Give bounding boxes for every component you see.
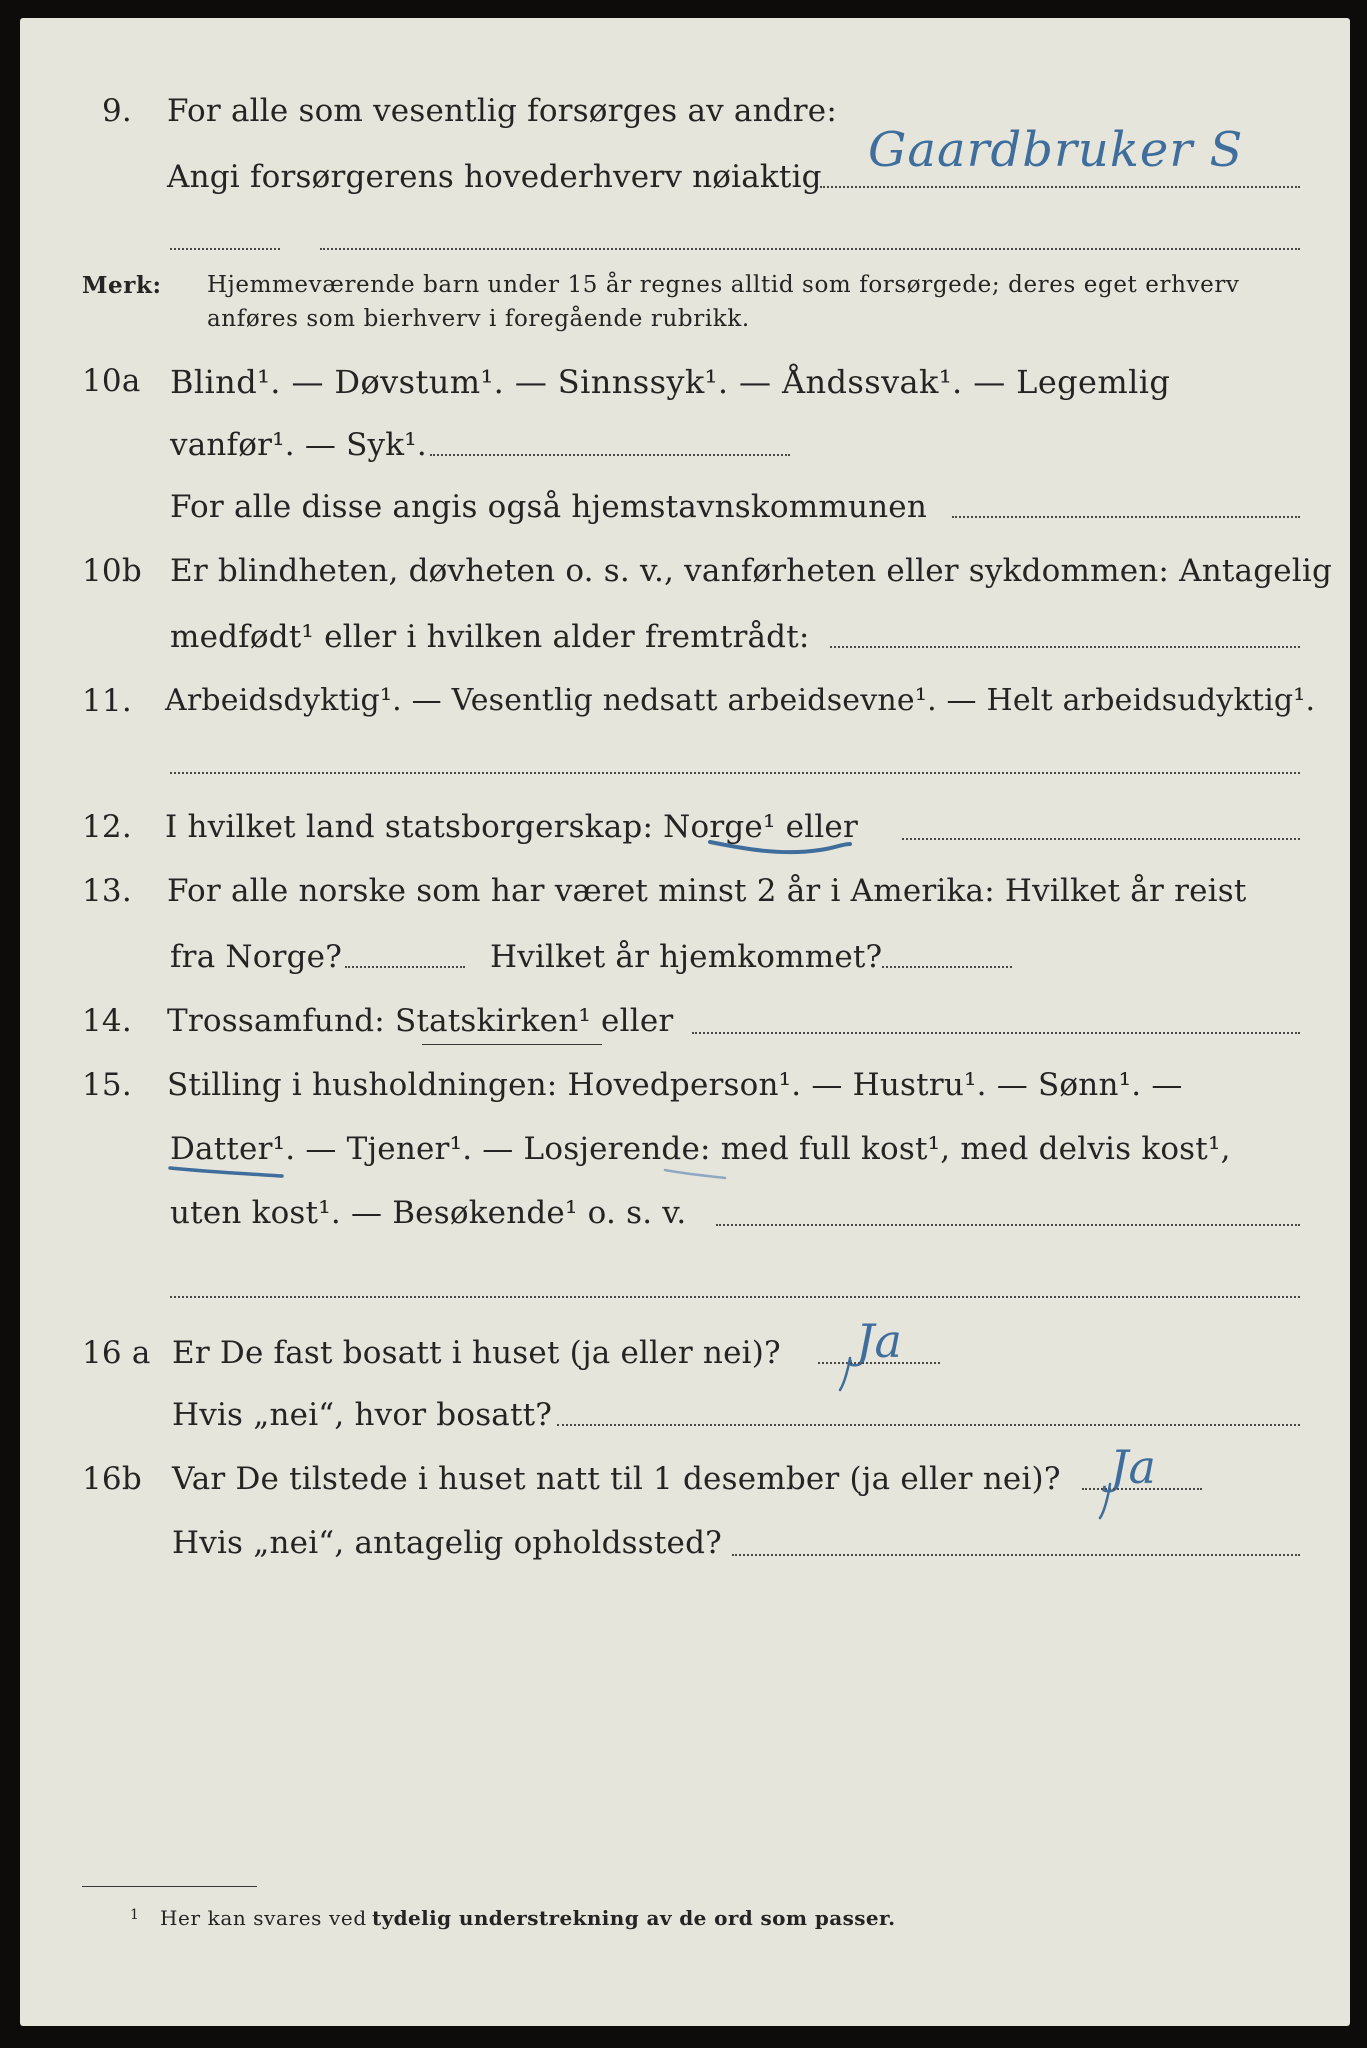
q14-number: 14.	[82, 1003, 132, 1039]
q13-line1: For alle norske som har været minst 2 år i Amerika: Hvilket år reist	[167, 873, 1247, 909]
q16a-number: 16 a	[82, 1335, 151, 1371]
q11-dotted-line	[170, 772, 1300, 774]
q9-answer-dotted-line	[820, 186, 1300, 188]
q13-line2a: fra Norge?	[170, 939, 343, 975]
q9-line2: Angi forsørgerens hovederhverv nøiaktig	[167, 159, 822, 195]
q15-number: 15.	[82, 1067, 132, 1103]
q16b-opholdssted-dotted-line	[732, 1554, 1300, 1556]
q15-line3: uten kost¹. — Besøkende¹ o. s. v.	[170, 1195, 687, 1231]
q16a-line2: Hvis „nei“, hvor bosatt?	[172, 1397, 553, 1433]
footnote-rule	[82, 1886, 257, 1887]
merk-label: Merk:	[82, 272, 162, 299]
q16b-line1: Var De tilstede i huset natt til 1 desember (ja eller nei)?	[172, 1461, 1061, 1497]
footnote-mark: 1	[130, 1907, 140, 1923]
q10a-line1: Blind¹. — Døvstum¹. — Sinnssyk¹. — Åndssvak¹. — Legemlig	[170, 363, 1171, 401]
q9-extra-dotted-line-b	[320, 248, 1300, 250]
q14-dotted-line	[692, 1032, 1300, 1034]
q12-number: 12.	[82, 809, 132, 845]
q13-line2b: Hvilket år hjemkommet?	[490, 939, 883, 975]
q11-line1: Arbeidsdyktig¹. — Vesentlig nedsatt arbeidsevne¹. — Helt arbeidsudyktig¹.	[165, 683, 1316, 718]
q13-hjemkommet-dotted-line	[882, 966, 1012, 968]
q12-line1: I hvilket land statsborgerskap: Norge¹ eller	[165, 809, 858, 845]
q16b-line2: Hvis „nei“, antagelig opholdssted?	[172, 1525, 722, 1561]
q15-extra-dotted-line	[170, 1296, 1300, 1298]
footnote-text-bold: tydelig understrekning av de ord som passer.	[372, 1906, 896, 1930]
q14-statskirken-underline	[422, 1044, 602, 1045]
q16a-dotted-line	[818, 1362, 940, 1364]
q10a-line3: For alle disse angis også hjemstavnskommunen	[170, 489, 927, 525]
q16b-number: 16b	[82, 1461, 142, 1497]
q9-line1: For alle som vesentlig forsørges av andre:	[167, 93, 837, 129]
q12-dotted-line	[902, 838, 1300, 840]
q16b-answer-handwriting: Ja	[1110, 1440, 1156, 1494]
q16a-line1: Er De fast bosatt i huset (ja eller nei)?	[172, 1335, 781, 1371]
q16b-dotted-line	[1082, 1488, 1202, 1490]
q16a-answer-handwriting: Ja	[856, 1314, 902, 1368]
merk-line1: Hjemmeværende barn under 15 år regnes alltid som forsørgede; deres eget erhverv	[207, 272, 1240, 298]
q10a-line2: vanfør¹. — Syk¹.	[170, 427, 427, 463]
q10b-number: 10b	[82, 553, 142, 589]
q14-line1: Trossamfund: Statskirken¹ eller	[167, 1003, 674, 1039]
q10b-dotted-line	[830, 646, 1300, 648]
q10b-line1: Er blindheten, døvheten o. s. v., vanførheten eller sykdommen: Antagelig	[170, 553, 1333, 589]
q9-answer-handwriting: Gaardbruker S	[868, 122, 1244, 178]
footnote-text-plain: Her kan svares ved	[160, 1906, 367, 1930]
q16a-bosatt-dotted-line	[557, 1424, 1300, 1426]
q11-number: 11.	[82, 683, 132, 719]
q10a-number: 10a	[82, 363, 141, 399]
q13-reist-dotted-line	[345, 966, 465, 968]
merk-line2: anføres som bierhverv i foregående rubrikk.	[207, 306, 750, 332]
q10b-line2: medfødt¹ eller i hvilken alder fremtrådt:	[170, 619, 810, 655]
q9-extra-dotted-line-a	[170, 248, 280, 250]
q10a-kommune-dotted-line	[952, 516, 1300, 518]
q10a-syk-dotted-line	[430, 454, 790, 456]
q15-dotted-line	[716, 1224, 1300, 1226]
q15-line2: Datter¹. — Tjener¹. — Losjerende: med full kost¹, med delvis kost¹,	[170, 1131, 1231, 1167]
q9-number: 9.	[102, 93, 132, 129]
q15-line1: Stilling i husholdningen: Hovedperson¹. — Hustru¹. — Sønn¹. —	[167, 1067, 1183, 1103]
census-form-sheet	[20, 18, 1350, 2026]
q13-number: 13.	[82, 873, 132, 909]
